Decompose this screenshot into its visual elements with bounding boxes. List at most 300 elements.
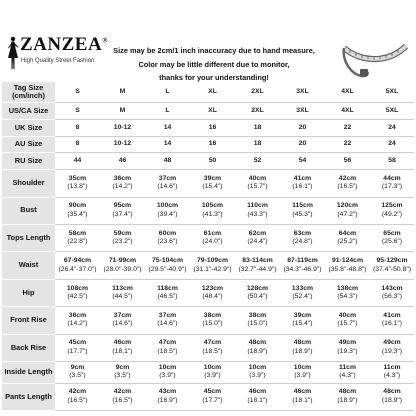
cell-value: L bbox=[165, 106, 170, 114]
cell-value-inch: (25.2") bbox=[337, 238, 358, 246]
cell-value-inch: (42.5") bbox=[67, 293, 88, 300]
cell-value: 40cm bbox=[248, 174, 267, 182]
cell-value: 133cm bbox=[291, 284, 314, 292]
table-cell bbox=[370, 120, 414, 137]
table-row bbox=[2, 383, 414, 410]
cell-value: 36cm bbox=[113, 174, 132, 182]
cell-value: 40cm bbox=[338, 311, 357, 319]
cell-value: 110cm bbox=[247, 202, 268, 210]
cell-value: 44 bbox=[73, 157, 82, 165]
row-label: Back Rise bbox=[2, 334, 55, 361]
cell-value: 83-114cm bbox=[242, 257, 273, 265]
cell-value-inch: (35.4") bbox=[67, 210, 88, 218]
table-cell bbox=[100, 383, 145, 410]
table-row bbox=[2, 279, 414, 306]
table-cell bbox=[145, 153, 190, 170]
table-cell bbox=[280, 197, 325, 224]
cell-value: 38cm bbox=[248, 311, 267, 319]
cell-value: 67-94cm bbox=[63, 257, 92, 265]
cell-value-inch: (3.9") bbox=[159, 372, 176, 380]
cell-value: 2XL bbox=[251, 106, 264, 114]
cell-value-inch: (15.4") bbox=[202, 183, 223, 191]
cell-value-inch: (3.5") bbox=[69, 372, 86, 380]
table-cell bbox=[280, 120, 325, 137]
cell-value: 11cm bbox=[338, 363, 356, 371]
cell-value: 64cm bbox=[338, 229, 357, 237]
table-row bbox=[2, 153, 414, 170]
cell-value-inch: (16.9") bbox=[157, 396, 178, 404]
cell-value: 3XL bbox=[296, 87, 309, 95]
cell-value: 4XL bbox=[341, 106, 354, 114]
cell-value-inch: (49.2") bbox=[381, 210, 403, 218]
table-cell bbox=[100, 170, 145, 197]
cell-value: 118cm bbox=[157, 284, 178, 292]
cell-value-inch: (17.7") bbox=[67, 347, 88, 355]
table-cell bbox=[190, 279, 235, 306]
cell-value-inch: (3.9") bbox=[204, 372, 221, 380]
table-row bbox=[2, 307, 414, 334]
cell-value-inch: (18.9") bbox=[381, 396, 403, 404]
table-cell bbox=[145, 279, 190, 306]
notice-line-1: Size may be 2cm/1 inch inaccuracy due to hand measure, bbox=[113, 46, 315, 55]
cell-value-inch: (14.2") bbox=[67, 320, 88, 328]
table-cell bbox=[190, 383, 235, 410]
table-cell bbox=[190, 252, 235, 279]
row-label: Hip bbox=[2, 279, 55, 306]
cell-value-inch: (52.4") bbox=[292, 293, 313, 300]
cell-value: 75-104cm bbox=[152, 257, 183, 265]
table-cell bbox=[100, 224, 145, 251]
row-label: Waist bbox=[2, 252, 55, 279]
table-cell bbox=[145, 362, 190, 383]
cell-value: 48cm bbox=[338, 388, 357, 396]
measurement-notice bbox=[96, 44, 332, 85]
cell-value: 47cm bbox=[158, 339, 177, 347]
table-cell bbox=[100, 334, 145, 361]
table-cell bbox=[235, 197, 280, 224]
table-cell bbox=[235, 103, 280, 120]
cell-value: 105cm bbox=[201, 202, 224, 210]
cell-value: 61cm bbox=[203, 229, 222, 237]
cell-value: 37cm bbox=[158, 311, 177, 319]
cell-value: 54 bbox=[298, 157, 307, 165]
header bbox=[0, 0, 416, 82]
cell-value: 42cm bbox=[68, 388, 87, 396]
cell-value-inch: (18.5") bbox=[157, 347, 178, 355]
cell-value-inch: (48.4") bbox=[202, 293, 223, 300]
cell-value: 2XL bbox=[251, 87, 264, 95]
cell-value-inch: (41.3") bbox=[202, 210, 223, 218]
table-cell bbox=[100, 362, 145, 383]
table-cell bbox=[55, 103, 100, 120]
woman-silhouette-icon bbox=[6, 36, 20, 70]
cell-value: 10cm bbox=[248, 363, 267, 371]
cell-value-inch: (3.9") bbox=[249, 372, 266, 380]
row-label: UK Size bbox=[2, 120, 55, 137]
cell-value: 9cm bbox=[70, 363, 85, 371]
table-cell bbox=[145, 120, 190, 137]
table-cell bbox=[235, 279, 280, 306]
cell-value: 59cm bbox=[113, 229, 132, 237]
table-cell bbox=[280, 383, 325, 410]
table-cell bbox=[55, 197, 100, 224]
row-label: Bust bbox=[2, 197, 55, 224]
table-cell bbox=[370, 252, 414, 279]
table-row bbox=[2, 170, 414, 197]
cell-value-inch: (37.4"-50.8") bbox=[372, 265, 412, 273]
cell-value: 43cm bbox=[158, 388, 177, 396]
cell-value: L bbox=[165, 87, 170, 95]
cell-value: 41cm bbox=[293, 174, 312, 182]
table-cell bbox=[370, 197, 414, 224]
table-row bbox=[2, 120, 414, 137]
cell-value: 58cm bbox=[68, 229, 87, 237]
measuring-tape-icon bbox=[340, 40, 410, 80]
table-cell bbox=[370, 383, 414, 410]
cell-value: 47cm bbox=[203, 339, 222, 347]
table-cell bbox=[280, 224, 325, 251]
cell-value: 87-119cm bbox=[287, 257, 318, 265]
cell-value: 36cm bbox=[68, 311, 87, 319]
table-cell bbox=[325, 103, 370, 120]
table-cell bbox=[55, 279, 100, 306]
cell-value: 90cm bbox=[68, 202, 87, 210]
table-cell bbox=[235, 82, 280, 103]
cell-value-inch: (15.7") bbox=[247, 183, 268, 191]
cell-value: 5XL bbox=[385, 106, 399, 114]
cell-value: 10-12 bbox=[113, 140, 132, 148]
cell-value: 41cm bbox=[383, 311, 401, 319]
cell-value: 9cm bbox=[115, 363, 130, 371]
cell-value-inch: (43.3") bbox=[247, 210, 268, 218]
table-cell bbox=[235, 252, 280, 279]
table-cell bbox=[235, 120, 280, 137]
table-cell bbox=[370, 153, 414, 170]
cell-value: 11cm bbox=[383, 363, 401, 371]
cell-value: 8 bbox=[75, 123, 80, 131]
table-cell bbox=[145, 197, 190, 224]
cell-value-inch: (4.3") bbox=[383, 372, 401, 380]
notice-line-2: Color may be little different due to monitor, bbox=[138, 59, 290, 69]
cell-value-inch: (54.3") bbox=[337, 293, 358, 300]
cell-value: 22 bbox=[343, 140, 352, 148]
table-cell bbox=[370, 136, 414, 153]
table-cell bbox=[100, 136, 145, 153]
brand-tagline: High Quality Street Fashion bbox=[21, 58, 95, 64]
table-row bbox=[2, 103, 414, 120]
table-cell bbox=[145, 334, 190, 361]
table-cell bbox=[190, 136, 235, 153]
table-cell bbox=[370, 170, 414, 197]
cell-value: 14 bbox=[163, 123, 172, 131]
cell-value: S bbox=[75, 87, 80, 95]
cell-value: 48cm bbox=[383, 388, 401, 396]
cell-value-inch: (24.4") bbox=[247, 238, 268, 246]
cell-value: 63cm bbox=[293, 229, 312, 237]
table-cell bbox=[100, 279, 145, 306]
cell-value: 16 bbox=[208, 123, 217, 131]
cell-value: 35cm bbox=[68, 174, 87, 182]
table-cell bbox=[55, 362, 100, 383]
cell-value-inch: (3.5") bbox=[114, 372, 131, 380]
cell-value: 100cm bbox=[156, 202, 179, 210]
row-label: Shoulder bbox=[2, 170, 55, 197]
cell-value: 125cm bbox=[381, 202, 403, 210]
cell-value-inch: (28.0"-39.0") bbox=[103, 265, 142, 273]
table-cell bbox=[325, 120, 370, 137]
cell-value: 108cm bbox=[66, 284, 89, 292]
table-cell bbox=[55, 82, 100, 103]
cell-value: 48cm bbox=[248, 339, 267, 347]
table-cell bbox=[370, 224, 414, 251]
table-cell bbox=[190, 103, 235, 120]
table-cell bbox=[280, 170, 325, 197]
cell-value: M bbox=[119, 87, 126, 95]
cell-value: 143cm bbox=[381, 284, 403, 292]
cell-value-inch: (18.9") bbox=[292, 347, 313, 355]
cell-value: 20 bbox=[298, 123, 307, 131]
row-label: RU Size bbox=[2, 153, 55, 170]
cell-value-inch: (16.1") bbox=[381, 320, 403, 328]
cell-value: 60cm bbox=[158, 229, 177, 237]
table-cell bbox=[370, 103, 414, 120]
table-cell bbox=[280, 82, 325, 103]
cell-value-inch: (23.2") bbox=[112, 238, 133, 246]
table-cell bbox=[235, 136, 280, 153]
cell-value: 16 bbox=[208, 140, 217, 148]
table-cell bbox=[235, 153, 280, 170]
table-cell bbox=[190, 334, 235, 361]
row-label: Tops Length bbox=[2, 224, 55, 251]
cell-value-inch: (19.3") bbox=[381, 347, 403, 355]
table-cell bbox=[55, 252, 100, 279]
registered-mark: ® bbox=[102, 36, 108, 45]
cell-value-inch: (4.3") bbox=[339, 372, 356, 380]
table-cell bbox=[370, 82, 414, 103]
cell-value-inch: (16.5") bbox=[112, 396, 133, 404]
cell-value: 49cm bbox=[383, 339, 401, 347]
cell-value: 18 bbox=[253, 140, 262, 148]
cell-value: 71-99cm bbox=[108, 257, 137, 265]
cell-value-inch: (15.0") bbox=[202, 320, 223, 328]
row-label: Front Rise bbox=[2, 307, 55, 334]
cell-value: 39cm bbox=[203, 174, 222, 182]
table-row bbox=[2, 197, 414, 224]
cell-value: XL bbox=[208, 87, 217, 95]
cell-value-inch: (23.6") bbox=[157, 238, 178, 246]
table-cell bbox=[145, 307, 190, 334]
table-cell bbox=[235, 334, 280, 361]
table-cell bbox=[325, 307, 370, 334]
cell-value-inch: (34.3"-46.9") bbox=[283, 265, 322, 273]
table-row bbox=[2, 252, 414, 279]
table-cell bbox=[235, 383, 280, 410]
table-cell bbox=[190, 153, 235, 170]
table-cell bbox=[55, 224, 100, 251]
cell-value-inch: (16.1") bbox=[292, 183, 313, 191]
table-row bbox=[2, 224, 414, 251]
table-cell bbox=[325, 153, 370, 170]
cell-value-inch: (14.6") bbox=[157, 320, 178, 328]
table-cell bbox=[235, 224, 280, 251]
table-cell bbox=[190, 362, 235, 383]
table-cell bbox=[190, 120, 235, 137]
cell-value: 52 bbox=[253, 157, 262, 165]
table-cell bbox=[145, 82, 190, 103]
table-cell bbox=[100, 153, 145, 170]
cell-value-inch: (25.6") bbox=[381, 238, 403, 246]
cell-value-inch: (19.3") bbox=[337, 347, 358, 355]
table-cell bbox=[235, 307, 280, 334]
table-cell bbox=[325, 383, 370, 410]
table-cell bbox=[55, 334, 100, 361]
cell-value: 24 bbox=[388, 140, 396, 148]
row-label: AU Size bbox=[2, 136, 55, 153]
cell-value: 20 bbox=[298, 140, 307, 148]
cell-value-inch: (56.3") bbox=[381, 293, 403, 300]
cell-value: 24 bbox=[388, 123, 396, 131]
cell-value: 46cm bbox=[293, 388, 312, 396]
cell-value: 45cm bbox=[203, 388, 222, 396]
cell-value-inch: (18.9") bbox=[337, 396, 358, 404]
cell-value: 8 bbox=[75, 140, 80, 148]
cell-value: 4XL bbox=[341, 87, 354, 95]
table-cell bbox=[55, 383, 100, 410]
table-cell bbox=[280, 334, 325, 361]
table-cell bbox=[145, 224, 190, 251]
cell-value-inch: (50.4") bbox=[247, 293, 268, 300]
size-chart-table bbox=[2, 82, 414, 411]
cell-value: 22 bbox=[343, 123, 352, 131]
table-cell bbox=[280, 136, 325, 153]
table-cell bbox=[280, 279, 325, 306]
cell-value: 46 bbox=[118, 157, 127, 165]
cell-value-inch: (26.4"-37.0") bbox=[58, 265, 97, 273]
cell-value-inch: (44.5") bbox=[112, 293, 133, 300]
table-cell bbox=[190, 224, 235, 251]
table-cell bbox=[370, 362, 414, 383]
cell-value: 46cm bbox=[248, 388, 267, 396]
table-cell bbox=[55, 136, 100, 153]
table-cell bbox=[325, 279, 370, 306]
cell-value: 14 bbox=[163, 140, 172, 148]
table-cell bbox=[325, 362, 370, 383]
cell-value: 65cm bbox=[383, 229, 401, 237]
cell-value-inch: (14.2") bbox=[112, 183, 133, 191]
cell-value: 120cm bbox=[336, 202, 359, 210]
table-cell bbox=[370, 279, 414, 306]
cell-value: S bbox=[75, 106, 80, 114]
table-cell bbox=[280, 307, 325, 334]
table-cell bbox=[235, 362, 280, 383]
table-cell bbox=[55, 153, 100, 170]
cell-value-inch: (24.8") bbox=[292, 238, 313, 246]
cell-value: 115cm bbox=[292, 202, 313, 210]
cell-value-inch: (37.4") bbox=[112, 210, 133, 218]
cell-value: 18 bbox=[253, 123, 262, 131]
cell-value: XL bbox=[208, 106, 217, 114]
cell-value-inch: (14.6") bbox=[112, 320, 133, 328]
table-cell bbox=[55, 120, 100, 137]
table-cell bbox=[190, 82, 235, 103]
cell-value: 49cm bbox=[338, 339, 357, 347]
cell-value: 42cm bbox=[338, 174, 357, 182]
table-cell bbox=[100, 252, 145, 279]
table-cell bbox=[280, 103, 325, 120]
table-cell bbox=[325, 224, 370, 251]
table-cell bbox=[280, 362, 325, 383]
cell-value-inch: (3.9") bbox=[294, 372, 311, 380]
cell-value: 48cm bbox=[293, 339, 312, 347]
cell-value: 58 bbox=[388, 157, 396, 165]
table-row bbox=[2, 362, 414, 383]
cell-value-inch: (39.4") bbox=[157, 210, 178, 218]
cell-value: 44cm bbox=[383, 174, 401, 182]
cell-value-inch: (45.3") bbox=[292, 210, 313, 218]
row-label: Pants Length bbox=[2, 383, 55, 410]
cell-value: 10cm bbox=[203, 363, 222, 371]
cell-value: 95-129cm bbox=[376, 257, 408, 265]
table-cell bbox=[325, 252, 370, 279]
table-cell bbox=[100, 307, 145, 334]
table-cell bbox=[145, 383, 190, 410]
table-cell bbox=[145, 136, 190, 153]
cell-value: 48 bbox=[163, 157, 172, 165]
cell-value: 37cm bbox=[158, 174, 177, 182]
table-cell bbox=[100, 120, 145, 137]
table-cell bbox=[370, 334, 414, 361]
cell-value-inch: (47.2") bbox=[337, 210, 358, 218]
cell-value-inch: (16.5") bbox=[67, 396, 88, 404]
table-cell bbox=[325, 334, 370, 361]
table-cell bbox=[55, 170, 100, 197]
table-cell bbox=[145, 170, 190, 197]
cell-value: 46cm bbox=[113, 339, 132, 347]
table-cell bbox=[325, 82, 370, 103]
cell-value-inch: (18.1") bbox=[292, 396, 313, 404]
table-cell bbox=[280, 252, 325, 279]
table-cell bbox=[190, 170, 235, 197]
table-cell bbox=[190, 197, 235, 224]
cell-value-inch: (18.1") bbox=[247, 396, 268, 404]
cell-value-inch: (15.4") bbox=[292, 320, 313, 328]
cell-value: 50 bbox=[208, 157, 217, 165]
cell-value: 37cm bbox=[113, 311, 132, 319]
cell-value: 79-109cm bbox=[197, 257, 228, 265]
brand-logo bbox=[6, 36, 106, 80]
cell-value-inch: (29.5"-40.9") bbox=[148, 265, 187, 273]
cell-value-inch: (31.1"-42.9") bbox=[193, 265, 232, 273]
cell-value-inch: (18.9") bbox=[247, 347, 268, 355]
cell-value: 10cm bbox=[158, 363, 177, 371]
notice-line-3: thanks for your understanding! bbox=[159, 73, 269, 82]
table-cell bbox=[145, 103, 190, 120]
cell-value: 38cm bbox=[203, 311, 222, 319]
cell-value-inch: (35.8"-48.8") bbox=[328, 265, 367, 273]
table-cell bbox=[325, 170, 370, 197]
brand-name: ZANZEA® bbox=[20, 34, 108, 55]
table-cell bbox=[100, 103, 145, 120]
table-cell bbox=[190, 307, 235, 334]
cell-value-inch: (18.5") bbox=[202, 347, 223, 355]
cell-value: 3XL bbox=[296, 106, 309, 114]
cell-value: 10cm bbox=[293, 363, 312, 371]
cell-value-inch: (24.0") bbox=[202, 238, 223, 246]
table-row bbox=[2, 136, 414, 153]
table-row bbox=[2, 82, 414, 103]
table-cell bbox=[55, 307, 100, 334]
cell-value: 5XL bbox=[385, 87, 399, 95]
